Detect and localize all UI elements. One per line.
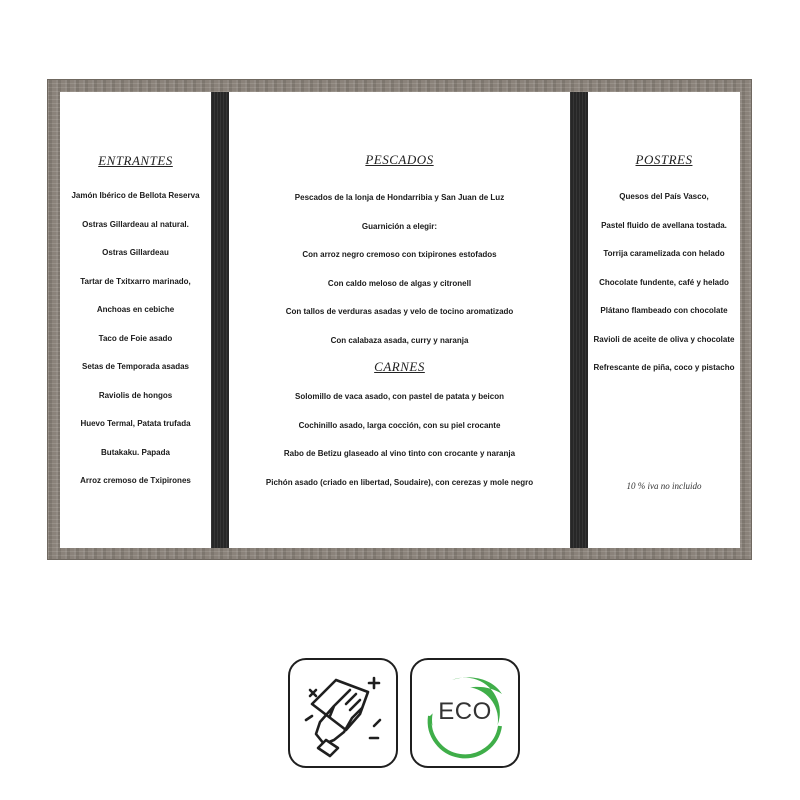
menu-item: Raviolis de hongos [98,390,173,400]
section-title-entrantes: ENTRANTES [98,153,173,168]
menu-item: Chocolate fundente, café y helado [599,277,729,287]
menu-item: Refrescante de piña, coco y pistacho [593,363,735,372]
menu-list-pescados [229,184,570,355]
menu-item: Con tallos de verduras asadas y velo de tocino aromatizado [285,307,514,316]
eco-label: ECO [438,698,492,725]
menu-spine-left [211,92,229,548]
menu-item: Solomillo de vaca asado, con pastel de patata y beicon [295,392,504,401]
vat-note: 10 % iva no incluido [626,481,702,491]
menu-holder-frame [47,79,752,560]
menu-item: Torrija caramelizada con helado [603,249,725,258]
menu-item: Ostras Gillardeau [102,248,169,257]
menu-item: Con caldo meloso de algas y citronell [327,278,472,288]
menu-panel-pescados-carnes [229,92,570,548]
menu-item: Pichón asado (criado en libertad, Soudaire), con cerezas y mole negro [265,477,534,487]
menu-item: Huevo Termal, Patata trufada [80,419,191,428]
menu-item: Guarnición a elegir: [361,221,438,231]
washable-badge [288,658,398,768]
menu-item: Jamón Ibérico de Bellota Reserva [71,191,200,200]
menu-item: Plátano flambeado con chocolate [600,306,728,315]
menu-item: Con arroz negro cremoso con txipirones estofados [302,250,497,259]
menu-item: Arroz cremoso de Txipirones [80,476,191,485]
menu-item: Cochinillo asado, larga cocción, con su piel crocante [298,420,501,430]
eco-badge [410,658,520,768]
section-title-carnes: CARNES [374,359,425,374]
section-title-pescados: PESCADOS [365,152,434,167]
menu-item: Rabo de Betizu glaseado al vino tinto con crocante y naranja [283,449,516,458]
menu-item: Ravioli de aceite de oliva y chocolate [593,334,735,344]
menu-list-carnes [229,383,570,497]
menu-list-postres [588,183,740,383]
menu-item: Butakaku. Papada [101,447,170,457]
menu-item: Taco de Foie asado [98,333,173,343]
menu-item: Tartar de Txitxarro marinado, [80,276,191,286]
menu-panel-entrantes [60,92,211,548]
section-title-postres: POSTRES [635,152,693,167]
menu-panel-postres [588,92,740,548]
hand-wiping-cloth-icon [290,660,396,766]
menu-spine-right [570,92,588,548]
menu-item: Anchoas en cebiche [96,305,175,314]
menu-item: Ostras Gillardeau al natural. [82,219,189,229]
menu-item: Pastel fluido de avellana tostada. [601,220,727,230]
menu-item: Setas de Temporada asadas [81,362,189,371]
menu-item: Pescados de la lonja de Hondarribia y San Juan de Luz [294,193,505,202]
menu-item: Con calabaza asada, curry y naranja [330,335,469,345]
menu-list-entrantes [60,182,211,496]
menu-item: Quesos del País Vasco, [619,192,709,201]
